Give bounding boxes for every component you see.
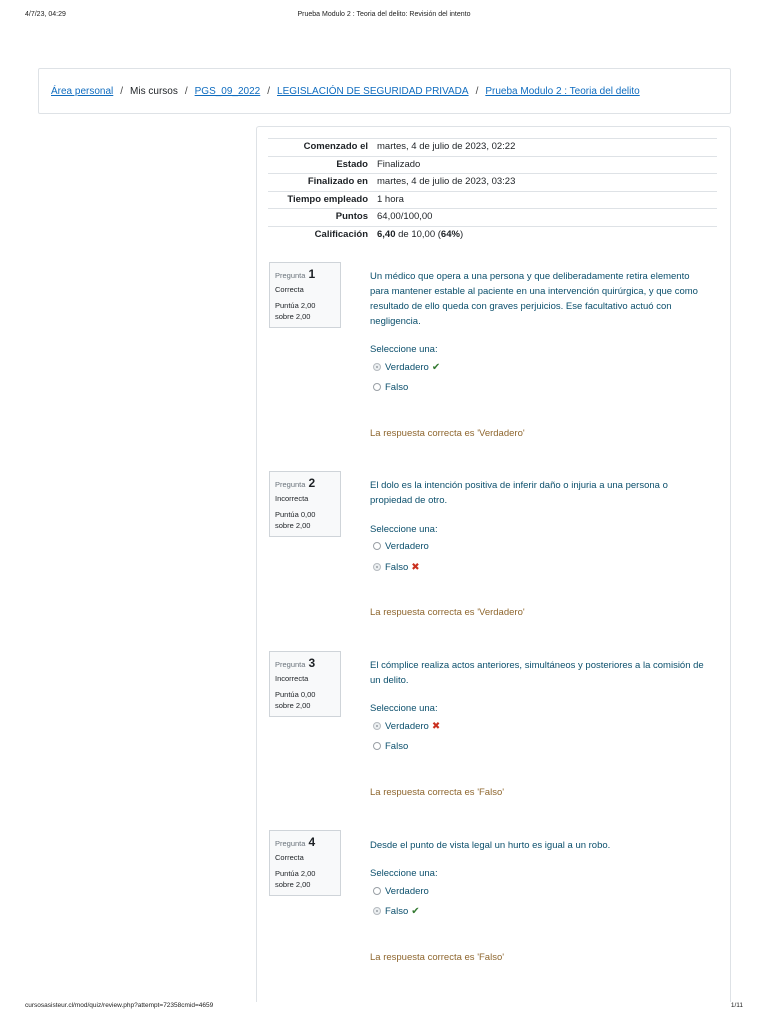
question-prompt: Seleccione una:	[370, 868, 438, 879]
summary-value: 1 hora	[377, 193, 404, 205]
summary-label: Estado	[336, 158, 368, 170]
question-state: Incorrecta	[275, 674, 309, 683]
summary-row-started	[268, 139, 717, 157]
option-label: Verdadero	[385, 540, 429, 552]
breadcrumb-course-full[interactable]: LEGISLACIÓN DE SEGURIDAD PRIVADA	[277, 85, 469, 97]
grade-out-of: de 10,00 (	[395, 228, 441, 240]
grade-score: 6,40	[377, 228, 396, 240]
right-answer-feedback: La respuesta correcta es 'Falso'	[370, 787, 505, 798]
option-label: Verdadero	[385, 720, 429, 732]
grade-percent: 64%	[440, 228, 460, 240]
summary-row-grade	[268, 226, 717, 243]
summary-row-state	[268, 156, 717, 174]
breadcrumb-area-personal[interactable]: Área personal	[51, 85, 114, 97]
option-label: Verdadero	[385, 885, 429, 897]
question-number: 4	[308, 835, 316, 849]
option-label: Falso	[385, 381, 409, 393]
question-info-3	[269, 651, 341, 717]
summary-row-marks	[268, 209, 717, 227]
summary-value: martes, 4 de julio de 2023, 02:22	[377, 141, 516, 152]
question-label: Pregunta	[275, 480, 306, 489]
question-text-3: El cómplice realiza actos anteriores, simultáneos y posteriores a la comisión de un delito.	[370, 660, 704, 686]
question-grade: Puntúa 0,00 sobre 2,00	[275, 690, 316, 710]
option-falso[interactable]	[373, 380, 408, 394]
question-label: Pregunta	[275, 839, 306, 848]
question-grade: Puntúa 2,00 sobre 2,00	[275, 869, 316, 889]
radio-selected[interactable]	[373, 907, 381, 915]
question-state: Correcta	[275, 853, 304, 862]
question-number: 1	[308, 267, 316, 281]
summary-value: Finalizado	[377, 158, 421, 170]
check-icon: ✔	[411, 905, 420, 917]
question-label: Pregunta	[275, 271, 306, 280]
summary-label: Finalizado en	[307, 176, 368, 187]
breadcrumb-separator: /	[184, 85, 188, 97]
breadcrumb	[38, 68, 731, 114]
question-state: Incorrecta	[275, 494, 309, 503]
question-state: Correcta	[275, 285, 304, 294]
breadcrumb-separator: /	[120, 85, 124, 97]
summary-grade-value	[374, 226, 717, 243]
question-text-1: Un médico que opera a una persona y que deliberadamente retira elemento para mantener estable al paciente en una intervención quirúrgica, y que como resultado de ello queda con graves perjuicios. Ese facultativo actuó con negligencia.	[370, 271, 698, 327]
breadcrumb-separator: /	[267, 85, 271, 97]
option-label: Falso	[385, 905, 409, 917]
question-prompt: Seleccione una:	[370, 703, 438, 714]
radio-unselected[interactable]	[373, 383, 381, 391]
breadcrumb-quiz[interactable]: Prueba Modulo 2 : Teoria del delito	[485, 85, 640, 97]
option-falso[interactable]	[373, 560, 420, 574]
option-verdadero[interactable]	[373, 719, 440, 733]
right-answer-feedback: La respuesta correcta es 'Falso'	[370, 952, 505, 963]
option-label: Falso	[385, 561, 409, 573]
question-prompt: Seleccione una:	[370, 524, 438, 535]
question-info-1	[269, 262, 341, 328]
question-text-2: El dolo es la intención positiva de inferir daño o injuria a una persona o propiedad de otro.	[370, 480, 668, 506]
summary-label: Tiempo empleado	[287, 193, 368, 205]
summary-row-finished	[268, 174, 717, 192]
radio-selected[interactable]	[373, 563, 381, 571]
print-date: 4/7/23, 04:29	[25, 11, 66, 18]
attempt-summary-table	[268, 138, 717, 243]
breadcrumb-course-short[interactable]: PGS_09_2022	[194, 85, 261, 97]
question-prompt: Seleccione una:	[370, 344, 438, 355]
right-answer-feedback: La respuesta correcta es 'Verdadero'	[370, 428, 525, 439]
summary-row-time-taken	[268, 191, 717, 209]
radio-unselected[interactable]	[373, 887, 381, 895]
question-number: 2	[308, 476, 316, 490]
option-verdadero[interactable]	[373, 360, 440, 374]
summary-label: Comenzado el	[303, 141, 368, 152]
question-text-4: Desde el punto de vista legal un hurto es igual a un robo.	[370, 840, 611, 851]
cross-icon: ✖	[411, 561, 420, 573]
question-label: Pregunta	[275, 660, 306, 669]
grade-close: )	[459, 228, 464, 240]
radio-unselected[interactable]	[373, 542, 381, 550]
summary-label: Puntos	[335, 211, 368, 222]
option-verdadero[interactable]	[373, 539, 429, 553]
radio-selected[interactable]	[373, 722, 381, 730]
print-url: cursosasisteur.cl/mod/quiz/review.php?attempt=72358cmid=4659	[25, 1002, 214, 1009]
question-number: 3	[308, 656, 316, 670]
check-icon: ✔	[431, 361, 441, 373]
summary-label: Calificación	[314, 228, 368, 240]
option-falso[interactable]	[373, 739, 408, 753]
print-title: Prueba Modulo 2 : Teoria del delito: Revisión del intento	[297, 11, 471, 18]
radio-selected[interactable]	[373, 363, 381, 371]
breadcrumb-separator: /	[475, 85, 479, 97]
print-page-count: 1/11	[730, 1002, 743, 1009]
option-label: Falso	[385, 740, 409, 752]
breadcrumb-mis-cursos: Mis cursos	[130, 85, 178, 97]
right-answer-feedback: La respuesta correcta es 'Verdadero'	[370, 607, 525, 618]
summary-value: martes, 4 de julio de 2023, 03:23	[377, 176, 516, 187]
question-grade: Puntúa 0,00 sobre 2,00	[275, 510, 316, 530]
question-info-2	[269, 471, 341, 537]
option-label: Verdadero	[385, 361, 429, 373]
question-grade: Puntúa 2,00 sobre 2,00	[275, 301, 316, 321]
question-info-4	[269, 830, 341, 896]
radio-unselected[interactable]	[373, 742, 381, 750]
option-falso[interactable]	[373, 904, 420, 918]
summary-value: 64,00/100,00	[377, 211, 433, 222]
option-verdadero[interactable]	[373, 884, 429, 898]
cross-icon: ✖	[431, 720, 441, 732]
